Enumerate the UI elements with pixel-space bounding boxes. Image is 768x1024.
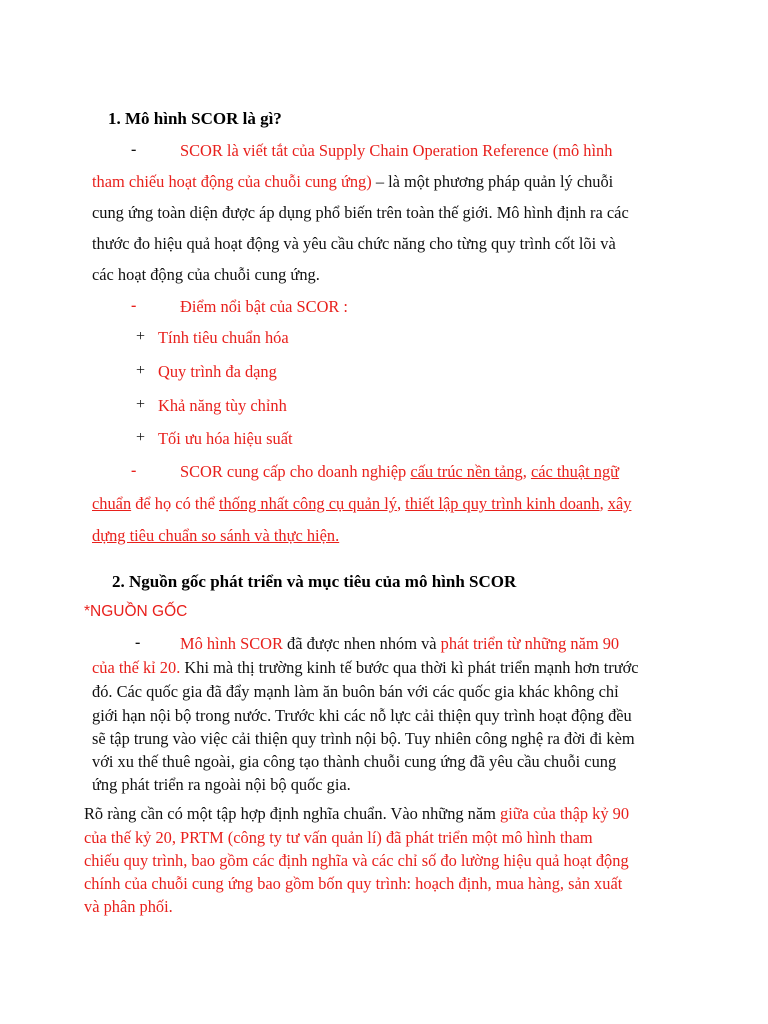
text: – là một phương pháp quản lý chuỗi (371, 172, 614, 191)
text: SCOR cung cấp cho doanh nghiệp (180, 462, 411, 481)
paragraph-line: của thế kỷ 20, PRTM (công ty tư vấn quản lí) đã phát triển một mô hình tham (84, 828, 593, 847)
paragraph-line: giới hạn nội bộ trong nước. Trước khi các nỗ lực cải thiện quy trình hoạt động đều (92, 706, 632, 725)
red-text: Mô hình SCOR (180, 634, 283, 653)
red-text: tham chiếu hoạt động của chuỗi cung ứng) (92, 172, 372, 191)
paragraph-line: SCOR là viết tắt của Supply Chain Operation Reference (mô hình (180, 141, 613, 160)
paragraph-line: chiếu quy trình, bao gồm các định nghĩa và các chỉ số đo lường hiệu quả hoạt động (84, 851, 629, 870)
list-item: Khả năng tùy chỉnh (158, 396, 287, 415)
paragraph-line: các hoạt động của chuỗi cung ứng. (92, 265, 320, 284)
plus-bullet: + (136, 362, 146, 379)
text: , (599, 494, 608, 513)
paragraph-line: sẽ tập trung vào việc cải thiện quy trình nội bộ. Tuy nhiên công nghệ ra đời đi kèm (92, 729, 635, 748)
plus-bullet: + (136, 328, 146, 345)
bullet-dash: - (131, 462, 137, 479)
bullet-dash: - (135, 634, 141, 651)
paragraph-line: dựng tiêu chuẩn so sánh và thực hiện. (92, 526, 340, 545)
underlined-text: chuẩn (92, 494, 132, 513)
plus-bullet: + (136, 396, 146, 413)
red-text: của thế kỉ 20. (92, 658, 181, 677)
text: Khi mà thị trường kinh tế bước qua thời kì phát triển mạnh hơn trước (180, 658, 639, 677)
section-1-heading: 1. Mô hình SCOR là gì? (108, 109, 282, 128)
underlined-text: các thuật ngữ (530, 462, 620, 481)
paragraph-line (180, 634, 619, 654)
bullet-dash: - (131, 141, 137, 158)
paragraph-line: và phân phối. (84, 897, 173, 916)
paragraph-line (84, 804, 629, 824)
bullet-dash: - (131, 297, 137, 314)
paragraph-line (92, 172, 613, 192)
paragraph-line: Điểm nổi bật của SCOR : (180, 297, 348, 316)
paragraph-line (180, 462, 619, 482)
paragraph-line (92, 494, 631, 514)
underlined-text: xây (607, 494, 632, 513)
underlined-text: thống nhất công cụ quản lý (218, 494, 397, 513)
paragraph-line: ứng phát triển ra ngoài nội bộ quốc gia. (92, 775, 351, 794)
text: , (522, 462, 531, 481)
section-2-heading: 2. Nguồn gốc phát triển và mục tiêu của mô hình SCOR (112, 572, 517, 591)
paragraph-line: cung ứng toàn diện được áp dụng phổ biến trên toàn thế giới. Mô hình định ra các (92, 203, 629, 222)
plus-bullet: + (136, 429, 146, 446)
paragraph-line (92, 658, 639, 678)
list-item: Quy trình đa dạng (158, 362, 277, 381)
red-text: phát triển từ những năm 90 (440, 634, 620, 653)
text: , (396, 494, 406, 513)
list-item: Tối ưu hóa hiệu suất (158, 429, 293, 448)
paragraph-line: với xu thế thuê ngoài, gia công tạo thành chuỗi cung ứng đã yêu cầu chuỗi cung (92, 752, 617, 771)
sub-heading: *NGUỒN GỐC (84, 603, 188, 620)
text: để họ có thể (131, 494, 219, 513)
paragraph-line: thước đo hiệu quả hoạt động và yêu cầu chức năng cho từng quy trình cốt lõi và (92, 234, 616, 253)
underlined-text: cấu trúc nền tảng (410, 462, 523, 481)
paragraph-line: đó. Các quốc gia đã đẩy mạnh làm ăn buôn bán với các quốc gia khác không chỉ (92, 682, 619, 701)
underlined-text: thiết lập quy trình kinh doanh (405, 494, 600, 513)
red-text: giữa của thập kỷ 90 (500, 804, 630, 823)
text: đã được nhen nhóm và (282, 634, 441, 653)
list-item: Tính tiêu chuẩn hóa (158, 328, 289, 347)
text: Rõ ràng cần có một tập hợp định nghĩa chuẩn. Vào những năm (84, 804, 501, 823)
paragraph-line: chính của chuỗi cung ứng bao gồm bốn quy trình: hoạch định, mua hàng, sản xuất (84, 874, 623, 893)
